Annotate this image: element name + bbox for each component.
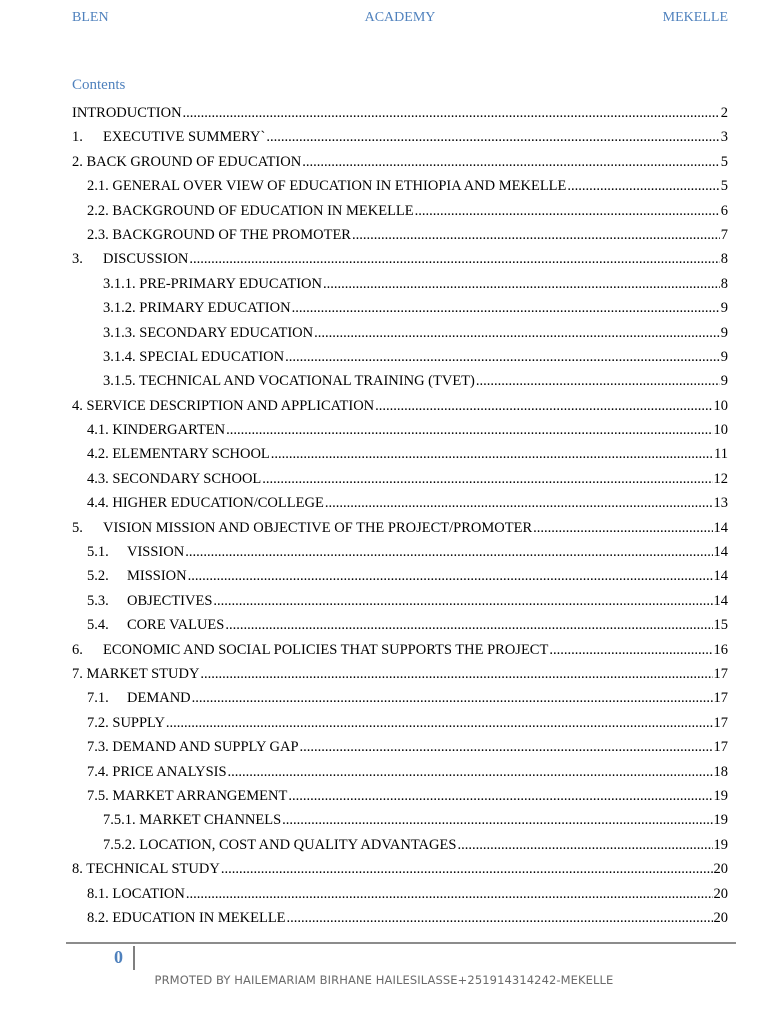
toc-dot-leader: [567, 174, 719, 198]
footer-text: PRMOTED BY HAILEMARIAM BIRHANE HAILESILASSE+251914314242-MEKELLE: [154, 973, 614, 987]
toc-entry-page: 9: [720, 373, 728, 390]
toc-dot-leader: [189, 247, 719, 271]
toc-entry[interactable]: [72, 345, 728, 369]
toc-entry-title: 2.2. BACKGROUND OF EDUCATION IN MEKELLE: [87, 202, 414, 219]
toc-entry-number: 5.4.: [87, 617, 109, 634]
toc-entry[interactable]: [72, 272, 728, 296]
contents-heading: Contents: [72, 77, 126, 93]
toc-entry-page: 10: [713, 422, 728, 439]
toc-entry-title: OBJECTIVES: [127, 592, 213, 609]
toc-entry-page: 16: [713, 641, 728, 658]
toc-entry-number: 6.: [72, 641, 83, 658]
toc-entry[interactable]: [72, 662, 728, 686]
toc-entry[interactable]: [72, 296, 728, 320]
toc-entry-title: 3.1.1. PRE-PRIMARY EDUCATION: [103, 275, 322, 292]
toc-entry[interactable]: [72, 516, 728, 540]
toc-dot-leader: [285, 345, 720, 369]
toc-entry-title: CORE VALUES: [127, 617, 225, 634]
toc-dot-leader: [300, 735, 713, 759]
toc-entry[interactable]: [72, 247, 728, 271]
footer-divider: [66, 942, 736, 944]
toc-entry[interactable]: [72, 369, 728, 393]
toc-entry-title: 3.1.5. TECHNICAL AND VOCATIONAL TRAINING (TVET): [103, 373, 475, 390]
toc-entry[interactable]: [72, 321, 728, 345]
toc-entry-title: 7.5.2. LOCATION, COST AND QUALITY ADVANTAGES: [103, 836, 457, 853]
toc-entry-page: 2: [720, 105, 728, 121]
toc-dot-leader: [228, 760, 713, 784]
toc-entry-title: 7.5.1. MARKET CHANNELS: [103, 812, 282, 829]
toc-dot-leader: [271, 442, 713, 466]
toc-entry-page: 5: [720, 178, 728, 195]
toc-entry[interactable]: [72, 174, 728, 198]
toc-entry-page: 17: [713, 690, 728, 707]
toc-entry-page: 17: [713, 665, 728, 682]
toc-dot-leader: [375, 394, 712, 418]
toc-entry[interactable]: [72, 833, 728, 857]
toc-dot-leader: [549, 638, 712, 662]
toc-entry-page: 10: [713, 397, 728, 414]
toc-entry[interactable]: [72, 613, 728, 637]
toc-entry[interactable]: [72, 101, 728, 125]
toc-entry-page: 19: [713, 836, 728, 853]
toc-entry-title: 3.1.3. SECONDARY EDUCATION: [103, 324, 314, 341]
toc-entry-page: 14: [713, 519, 728, 536]
toc-entry-title: DISCUSSION: [103, 251, 189, 268]
toc-dot-leader: [213, 589, 712, 613]
toc-entry[interactable]: [72, 540, 728, 564]
toc-entry-title: 2.1. GENERAL OVER VIEW OF EDUCATION IN ETHIOPIA AND MEKELLE: [87, 178, 567, 195]
toc-dot-leader: [287, 906, 713, 930]
toc-entry-title: 8.1. LOCATION: [87, 885, 185, 902]
toc-entry-page: 19: [713, 787, 728, 804]
toc-entry-page: 11: [714, 446, 728, 463]
toc-entry-title: ECONOMIC AND SOCIAL POLICIES THAT SUPPORTS THE PROJECT: [103, 641, 549, 658]
toc-entry[interactable]: [72, 418, 728, 442]
toc-entry-title: EXECUTIVE SUMMERY`: [103, 129, 266, 146]
toc-entry[interactable]: [72, 906, 728, 930]
toc-entry-title: 7. MARKET STUDY: [72, 665, 200, 682]
toc-dot-leader: [226, 418, 712, 442]
toc-entry[interactable]: [72, 491, 728, 515]
toc-entry-page: 6: [720, 202, 728, 219]
toc-entry-page: 13: [713, 495, 728, 512]
header-right-text: MEKELLE: [662, 10, 728, 25]
header-left-text: BLEN: [72, 10, 109, 25]
toc-entry-page: 12: [713, 470, 728, 487]
toc-entry-page: 17: [713, 714, 728, 731]
toc-entry-title: 2.3. BACKGROUND OF THE PROMOTER: [87, 226, 351, 243]
toc-entry-page: 8: [720, 251, 728, 268]
toc-entry-page: 18: [713, 763, 728, 780]
toc-entry[interactable]: [72, 638, 728, 662]
toc-dot-leader: [188, 564, 713, 588]
toc-entry-page: 14: [713, 568, 728, 585]
toc-entry-title: 7.4. PRICE ANALYSIS: [87, 763, 227, 780]
toc-entry[interactable]: [72, 467, 728, 491]
toc-entry-title: 3.1.2. PRIMARY EDUCATION: [103, 300, 291, 317]
toc-entry-number: 7.1.: [87, 690, 109, 707]
toc-entry[interactable]: [72, 882, 728, 906]
toc-entry-page: 9: [720, 324, 728, 341]
toc-entry[interactable]: [72, 735, 728, 759]
toc-dot-leader: [192, 686, 713, 710]
page-number: 0: [114, 947, 123, 967]
toc-dot-leader: [533, 516, 712, 540]
toc-entry-title: 4.3. SECONDARY SCHOOL: [87, 470, 262, 487]
toc-entry-page: 17: [713, 739, 728, 756]
toc-dot-leader: [457, 833, 712, 857]
toc-entry-page: 20: [713, 861, 728, 878]
toc-entry-title: 8. TECHNICAL STUDY: [72, 861, 220, 878]
toc-dot-leader: [302, 150, 720, 174]
toc-dot-leader: [266, 125, 719, 149]
toc-entry[interactable]: [72, 442, 728, 466]
toc-entry[interactable]: [72, 857, 728, 881]
toc-entry-number: 5.: [72, 519, 83, 536]
toc-dot-leader: [288, 784, 712, 808]
toc-entry[interactable]: [72, 760, 728, 784]
toc-entry-title: 4.4. HIGHER EDUCATION/COLLEGE: [87, 495, 324, 512]
toc-dot-leader: [185, 540, 712, 564]
toc-entry-page: 14: [713, 544, 728, 561]
toc-entry[interactable]: [72, 150, 728, 174]
toc-dot-leader: [262, 467, 712, 491]
toc-dot-leader: [166, 711, 713, 735]
toc-entry-title: 4. SERVICE DESCRIPTION AND APPLICATION: [72, 397, 375, 414]
toc-entry-title: MISSION: [127, 568, 187, 585]
toc-dot-leader: [314, 321, 720, 345]
toc-dot-leader: [200, 662, 712, 686]
toc-entry-title: VISSION: [127, 544, 185, 561]
toc-entry-page: 7: [720, 226, 728, 243]
page-header: [72, 10, 728, 30]
toc-entry-number: 3.: [72, 251, 83, 268]
toc-dot-leader: [476, 369, 720, 393]
toc-entry-page: 20: [713, 885, 728, 902]
toc-entry[interactable]: [72, 223, 728, 247]
header-center-text: ACADEMY: [364, 10, 436, 25]
toc-entry-page: 20: [713, 909, 728, 926]
toc-entry[interactable]: [72, 686, 728, 710]
toc-entry[interactable]: [72, 564, 728, 588]
toc-entry-title: 7.2. SUPPLY: [87, 714, 165, 731]
toc-entry[interactable]: [72, 589, 728, 613]
toc-entry-page: 9: [720, 348, 728, 365]
toc-entry[interactable]: [72, 125, 728, 149]
toc-entry-number: 5.1.: [87, 544, 109, 561]
table-of-contents: [72, 101, 728, 930]
toc-entry-title: 7.3. DEMAND AND SUPPLY GAP: [87, 739, 299, 756]
page-number-separator: [133, 946, 135, 970]
toc-entry-title: 4.2. ELEMENTARY SCHOOL: [87, 446, 270, 463]
toc-entry[interactable]: [72, 199, 728, 223]
toc-entry-title: 4.1. KINDERGARTEN: [87, 422, 226, 439]
toc-entry-title: DEMAND: [127, 690, 191, 707]
toc-entry[interactable]: [72, 808, 728, 832]
toc-entry-page: 5: [720, 153, 728, 170]
toc-dot-leader: [292, 296, 720, 320]
toc-entry[interactable]: [72, 784, 728, 808]
toc-dot-leader: [183, 101, 720, 125]
toc-entry-page: 15: [713, 617, 728, 634]
toc-entry[interactable]: [72, 394, 728, 418]
toc-dot-leader: [325, 491, 713, 515]
toc-entry-number: 5.2.: [87, 568, 109, 585]
toc-entry-page: 9: [720, 300, 728, 317]
toc-entry-title: 8.2. EDUCATION IN MEKELLE: [87, 909, 286, 926]
toc-entry-number: 1.: [72, 129, 83, 146]
toc-entry-page: 3: [720, 129, 728, 146]
toc-dot-leader: [323, 272, 720, 296]
toc-entry-page: 19: [713, 812, 728, 829]
toc-dot-leader: [225, 613, 712, 637]
toc-dot-leader: [415, 199, 720, 223]
toc-entry[interactable]: [72, 711, 728, 735]
toc-entry-page: 14: [713, 592, 728, 609]
toc-entry-title: 7.5. MARKET ARRANGEMENT: [87, 787, 288, 804]
toc-entry-title: 2. BACK GROUND OF EDUCATION: [72, 153, 302, 170]
toc-dot-leader: [186, 882, 713, 906]
toc-entry-page: 8: [720, 275, 728, 292]
toc-dot-leader: [221, 857, 713, 881]
toc-entry-number: 5.3.: [87, 592, 109, 609]
toc-entry-title: VISION MISSION AND OBJECTIVE OF THE PROJECT/PROMOTER: [103, 519, 533, 536]
toc-entry-title: 3.1.4. SPECIAL EDUCATION: [103, 348, 285, 365]
toc-entry-title: INTRODUCTION: [72, 105, 182, 121]
toc-dot-leader: [352, 223, 720, 247]
toc-dot-leader: [282, 808, 712, 832]
